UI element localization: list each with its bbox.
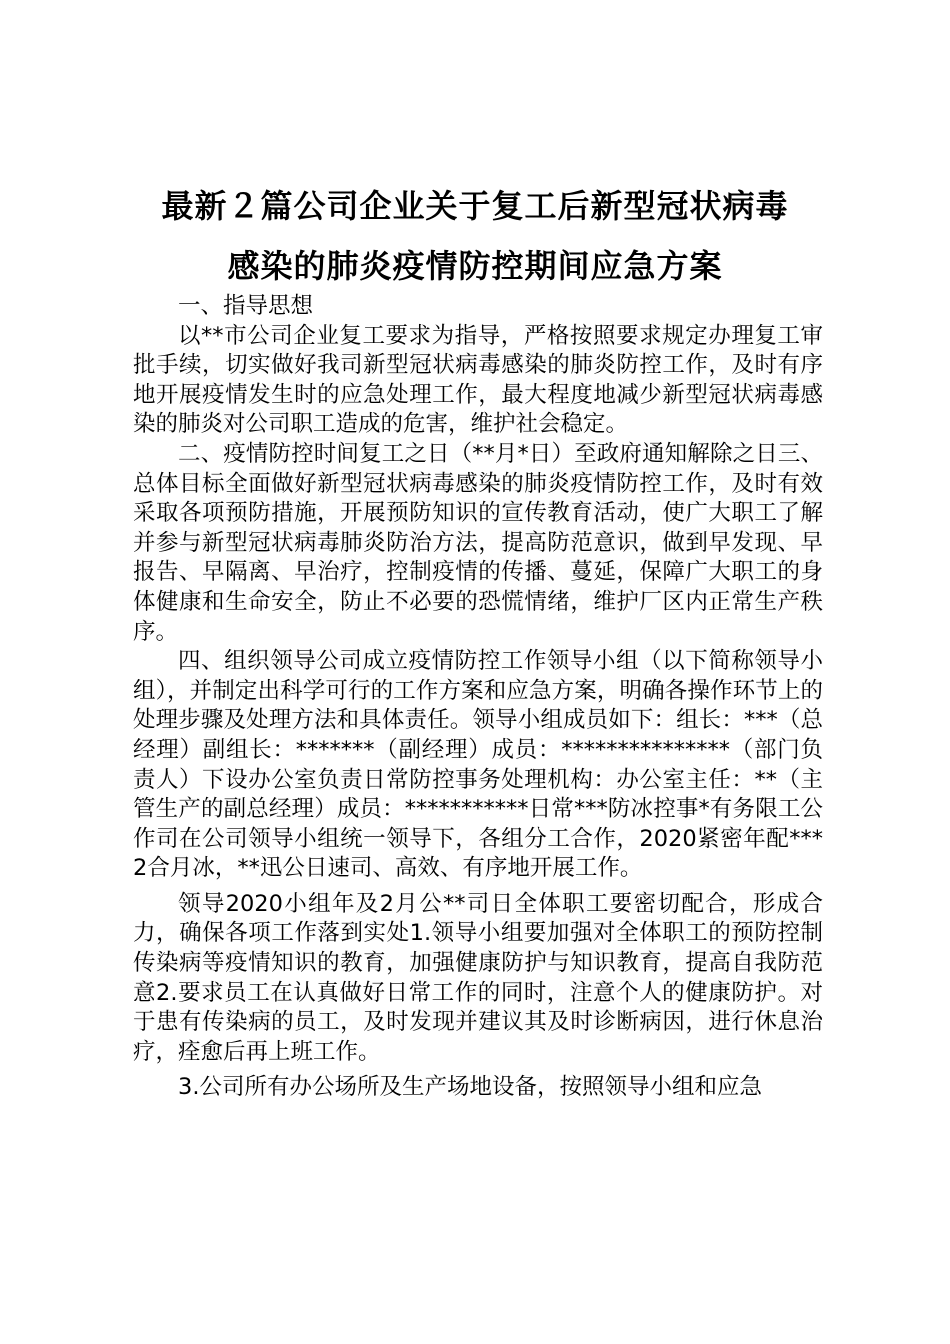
document-title-line-2: 感染的肺炎疫情防控期间应急方案 — [227, 247, 723, 285]
document-body — [133, 292, 823, 1103]
section-heading-guiding-ideology: 一、指导思想 — [178, 293, 314, 319]
paragraph-prevention-period-and-goals: 二、疫情防控时间复工之日（**月*日）至政府通知解除之日三、总体目标全面做好新型冠状病毒感染的肺炎疫情防控工作，及时有效采取各项预防措施，开展预防知识的宣传教育活动，使广大职工了解并参与新型冠状病毒肺炎防治方法，提高防范意识，做到早发现、早报告、早隔离、早治疗，控制疫情的传播、蔓延，保障广大职工的身体健康和生命安全，防止不必要的恐慌情绪，维护厂区内正常生产秩序。 — [133, 440, 823, 645]
document-title-line-1: 最新２篇公司企业关于复工后新型冠状病毒 — [161, 187, 789, 225]
paragraph-cooperation-measures: 领导2020小组年及2月公**司日全体职工要密切配合，形成合力，确保各项工作落到实处1.领导小组要加强对全体职工的预防控制传染病等疫情知识的教育，加强健康防护与知识教育，提高自我防范意2.要求员工在认真做好日常工作的同时，注意个人的健康防护。对于患有传染病的员工，及时发现并建议其及时诊断病因，进行休息治疗，痊愈后再上班工作。 — [133, 890, 823, 1065]
paragraph-office-sites: 3.公司所有办公场所及生产场地设备，按照领导小组和应急 — [178, 1074, 762, 1101]
paragraph-organization-leadership: 四、组织领导公司成立疫情防控工作领导小组（以下简称领导小组），并制定出科学可行的工作方案和应急方案，明确各操作环节上的处理步骤及处理方法和具体责任。领导小组成员如下：组长：***（总经理）副组长：*******（副经理）成员：***************（部门负责人）下设办公室负责日常防控事务处理机构：办公室主任：**（主管生产的副总经理）成员：***********日常***防冰控事*有务限工公作司在公司领导小组统一领导下，各组分工合作，2020紧密年配***2合月冰，**迅公日速司、高效、有序地开展工作。 — [133, 648, 823, 882]
paragraph-guiding-ideology: 以**市公司企业复工要求为指导，严格按照要求规定办理复工审批手续，切实做好我司新型冠状病毒感染的肺炎防控工作，及时有序地开展疫情发生时的应急处理工作，最大程度地减少新型冠状病毒感染的肺炎对公司职工造成的危害，维护社会稳定。 — [133, 322, 823, 438]
